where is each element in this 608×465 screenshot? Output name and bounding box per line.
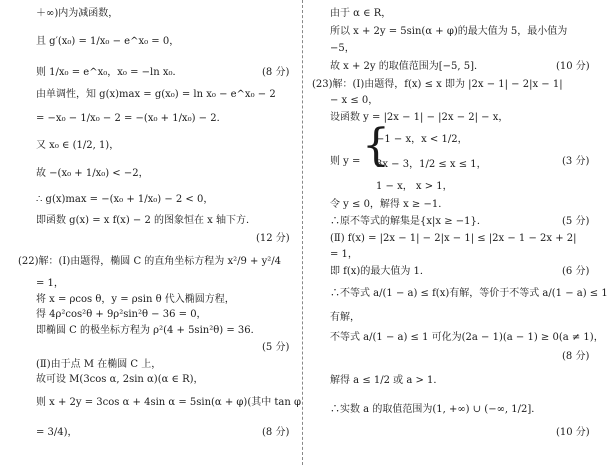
solution-line: ∴实数 a 的取值范围为(1, +∞) ∪ (−∞, 1/2]． <box>330 404 542 415</box>
solution-line: − x ≤ 0， <box>330 95 379 106</box>
solution-line: 由于 α ∈ R， <box>330 8 392 19</box>
score-mark: (8 分) <box>262 427 290 438</box>
solution-line: 则 x + 2y = 3cos α + 4sin α = 5sin(α + φ)(其中 tan φ <box>36 397 301 408</box>
solution-line: 不等式 a/(1 − a) ≤ 1 可化为(2a − 1)(a − 1) ≥ 0(a ≠ 1)， <box>330 332 604 343</box>
solution-line: −5， <box>330 43 355 54</box>
piecewise-brace: { <box>362 120 390 171</box>
score-mark: (10 分) <box>556 427 590 438</box>
piecewise-label: 则 y = <box>330 156 361 167</box>
solution-line: 将 x = ρcos θ，y = ρsin θ 代入椭圆方程， <box>36 294 235 305</box>
solution-line: = 3/4)， <box>36 427 78 438</box>
solution-line: 即函数 g(x) = x f(x) − 2 的图象恒在 x 轴下方． <box>36 215 256 226</box>
solution-line: (Ⅱ) f(x) = |2x − 1| − 2|x − 1| ≤ |2x − 1 − 2x + 2| <box>330 233 577 244</box>
score-mark: (6 分) <box>562 266 590 277</box>
solution-line: 且 g′(x₀) = 1/x₀ − e^x₀ = 0， <box>36 36 180 47</box>
piecewise-case: 1 − x， x > 1， <box>376 181 453 192</box>
solution-line: = 1， <box>330 249 358 260</box>
solution-line: (Ⅱ)由于点 M 在椭圆 C 上， <box>36 359 162 370</box>
solution-line: ∴原不等式的解集是{x|x ≥ −1}． <box>330 216 487 227</box>
problem-23-heading: (23)解：(Ⅰ)由题得，f(x) ≤ x 即为 |2x − 1| − 2|x − 1| <box>312 79 563 90</box>
piecewise-case: −1 − x，x < 1/2， <box>376 134 468 145</box>
score-mark: (5 分) <box>262 342 290 353</box>
score-mark: (12 分) <box>256 233 290 244</box>
solution-line: 所以 x + 2y = 5sin(α + φ)的最大值为 5，最小值为 <box>330 26 568 37</box>
solution-line: 解得 a ≤ 1/2 或 a > 1． <box>330 375 444 386</box>
solution-line: = −x₀ − 1/x₀ − 2 = −(x₀ + 1/x₀) − 2． <box>36 113 227 124</box>
solution-line: = 1， <box>36 278 64 289</box>
solution-line: 又 x₀ ∈ (1/2, 1)， <box>36 140 120 151</box>
solution-line: 即椭圆 C 的极坐标方程为 ρ²(4 + 5sin²θ) = 36． <box>36 325 261 336</box>
solution-line: 即 f(x)的最大值为 1． <box>330 266 430 277</box>
solution-line: ∴不等式 a/(1 − a) ≤ f(x)有解，等价于不等式 a/(1 − a) ≤ 1 <box>330 288 608 299</box>
score-mark: (3 分) <box>562 156 590 167</box>
piecewise-case: 3x − 3，1/2 ≤ x ≤ 1， <box>376 159 487 170</box>
solution-line: 令 y ≤ 0，解得 x ≥ −1． <box>330 199 449 210</box>
score-mark: (8 分) <box>562 351 590 362</box>
solution-line: 设函数 y = |2x − 1| − |2x − 2| − x， <box>330 112 509 123</box>
score-mark: (10 分) <box>556 61 590 72</box>
solution-line: ∴ g(x)max = −(x₀ + 1/x₀) − 2 < 0， <box>36 194 214 205</box>
solution-line: 由单调性，知 g(x)max = g(x₀) = ln x₀ − e^x₀ − 2 <box>36 89 276 100</box>
solution-line: 故 x + 2y 的取值范围为[−5, 5]． <box>330 61 485 72</box>
score-mark: (5 分) <box>562 216 590 227</box>
problem-22-heading: (22)解：(Ⅰ)由题得，椭圆 C 的直角坐标方程为 x²/9 + y²/4 <box>18 256 281 267</box>
solution-line: 则 1/x₀ = e^x₀，x₀ = −ln x₀． <box>36 67 183 78</box>
solution-line: 有解， <box>330 312 360 323</box>
solution-line: 故可设 M(3cos α, 2sin α)(α ∈ R)， <box>36 374 204 385</box>
solution-line: ＋∞)内为减函数， <box>36 8 119 19</box>
solution-line: 得 4ρ²cos²θ + 9ρ²sin²θ − 36 = 0， <box>36 309 207 320</box>
column-divider <box>302 0 303 465</box>
solution-line: 故 −(x₀ + 1/x₀) < −2， <box>36 168 149 179</box>
score-mark: (8 分) <box>262 67 290 78</box>
